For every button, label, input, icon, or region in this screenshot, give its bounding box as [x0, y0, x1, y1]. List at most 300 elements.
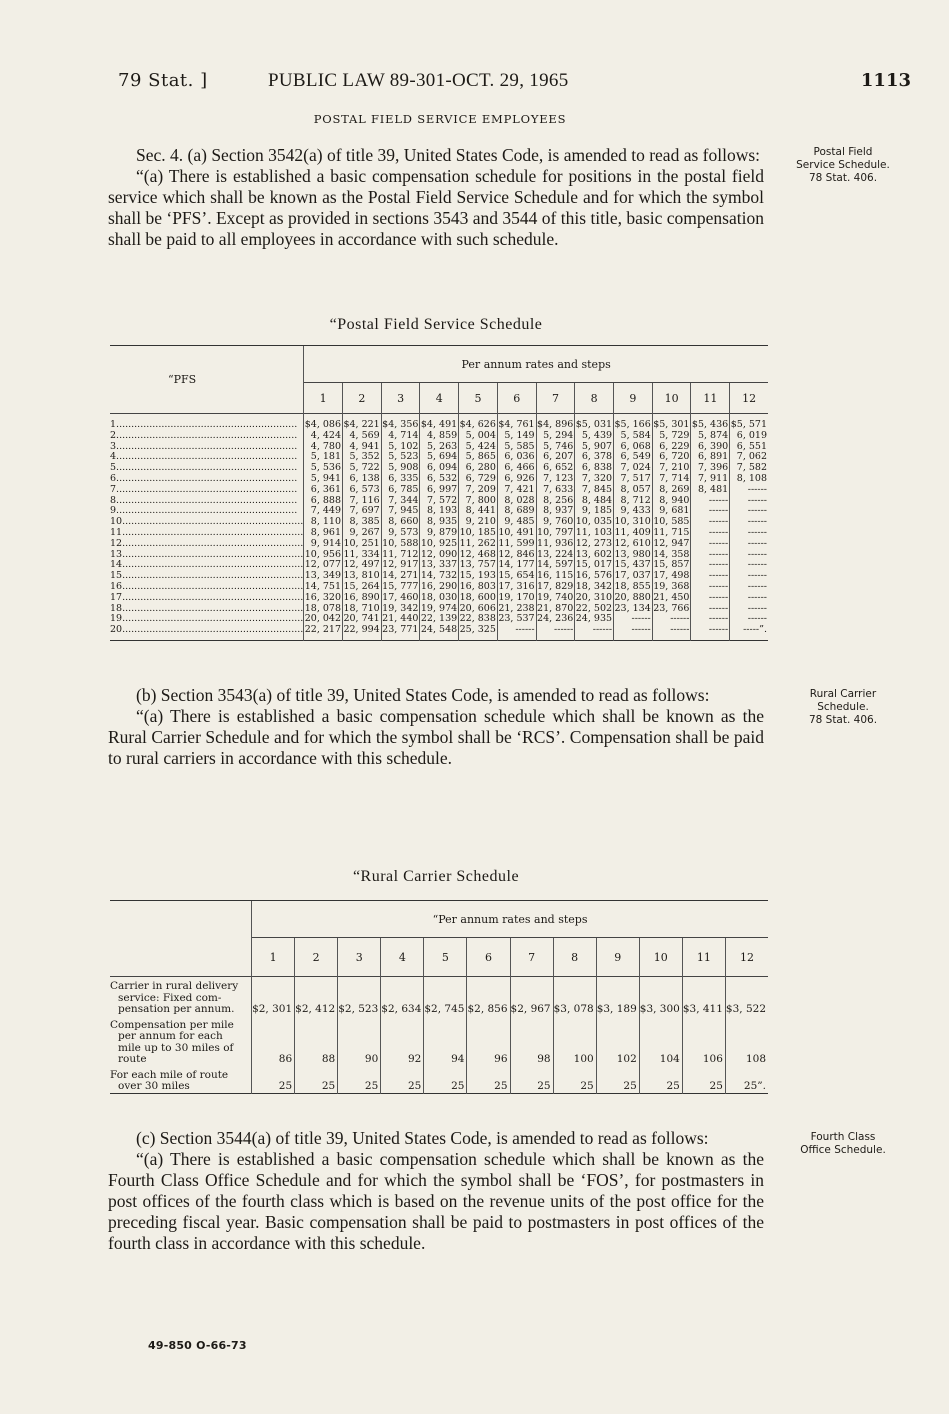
pfs-rate-cell: 6, 335	[381, 474, 420, 485]
rcs-rate-cell: $2, 745	[424, 977, 467, 1016]
pfs-rate-cell: 6, 891	[691, 452, 730, 463]
pfs-rate-cell: 17, 037	[614, 571, 651, 582]
pfs-rate-cell: 10, 251	[343, 538, 380, 549]
pfs-rate-cell: 23, 134	[614, 603, 651, 614]
pfs-row	[110, 463, 768, 474]
pfs-row	[110, 517, 768, 528]
pfs-rate-cell: 6, 229	[652, 442, 691, 453]
pfs-rate-cell: 11, 712	[382, 549, 419, 560]
pfs-rate-cell: 5, 694	[420, 452, 459, 463]
rcs-rate-cell: 100	[553, 1016, 596, 1066]
pfs-rate-cell: 13, 349	[304, 571, 341, 582]
pfs-rate-cell: 10, 925	[420, 538, 458, 549]
rcs-rate-cell: $2, 523	[338, 977, 381, 1016]
pfs-rate-cell: ------	[730, 571, 768, 582]
pfs-rate-cell: 5, 149	[497, 431, 536, 442]
pfs-grade-cell	[110, 625, 304, 636]
pfs-rate-cell: 18, 855	[614, 581, 651, 592]
rcs-step-header: 10	[639, 938, 682, 977]
pfs-rate-cell: ------	[730, 560, 768, 571]
pfs-group-header: Per annum rates and steps	[304, 346, 768, 383]
pfs-rate-cell: 8, 028	[497, 496, 536, 507]
pfs-rate-cell: 7, 572	[420, 496, 459, 507]
pfs-rate-cell: ------	[691, 604, 730, 615]
pfs-rate-cell: ------	[730, 582, 768, 593]
pfs-grade-cell	[110, 420, 304, 431]
pfs-rate-cell: $4, 356	[382, 420, 419, 430]
rcs-label-cell	[110, 977, 252, 1016]
pfs-rate-cell: 16, 320	[304, 592, 341, 603]
pfs-rate-cell: 4, 714	[381, 431, 420, 442]
pfs-rate-cell: 22, 217	[304, 625, 341, 636]
pfs-rate-cell: 9, 485	[497, 517, 536, 528]
pfs-rate-cell: 8, 660	[381, 517, 420, 528]
pfs-rate-cell: 5, 523	[381, 452, 420, 463]
rcs-rate-cell: 25	[510, 1066, 553, 1094]
pfs-rate-cell: 6, 280	[459, 463, 498, 474]
rcs-rate-cell: 102	[596, 1016, 639, 1066]
pfs-rate-cell: 15, 857	[653, 560, 690, 571]
pfs-rate-cell: ------	[691, 571, 730, 582]
pfs-rate-cell: 18, 342	[575, 581, 613, 592]
pfs-rate-cell: 6, 361	[304, 485, 343, 496]
pfs-rate-cell: 11, 334	[343, 549, 380, 560]
pfs-rate-cell: 6, 551	[730, 442, 768, 453]
pfs-rate-cell: 5, 536	[304, 463, 343, 474]
pfs-rate-cell: ------	[497, 625, 536, 636]
pfs-rate-cell: ------	[691, 593, 730, 604]
rcs-rate-cell: 25	[424, 1066, 467, 1094]
rcs-row	[110, 1066, 768, 1094]
pfs-rate-cell: $4, 491	[420, 420, 458, 430]
pfs-rate-cell: 11, 103	[575, 527, 613, 538]
pfs-rate-cell: 5, 424	[459, 442, 498, 453]
pfs-rate-cell: 9, 573	[381, 528, 420, 539]
pfs-rate-cell: ------	[691, 528, 730, 539]
pfs-rate-cell: 15, 437	[614, 560, 651, 571]
pfs-rate-cell: ------	[614, 614, 653, 625]
rcs-row	[110, 1016, 768, 1066]
rcs-rate-cell: 25	[381, 1066, 424, 1094]
pfs-rate-cell: 21, 440	[382, 614, 419, 625]
rcs-step-header: 9	[596, 938, 639, 977]
pfs-grade: 9	[110, 506, 117, 517]
pfs-rate-cell: 7, 209	[459, 485, 498, 496]
rcs-row	[110, 977, 768, 1016]
pfs-grade-cell	[110, 463, 304, 474]
pfs-rate-cell: 13, 810	[343, 571, 380, 582]
pfs-rate-cell: 15, 193	[459, 571, 496, 582]
pfs-rate-cell: 21, 450	[653, 592, 690, 603]
rcs-label-line: over 30 miles	[118, 1080, 190, 1092]
leader-dots: ............................................................	[116, 484, 298, 495]
pfs-rate-cell: 9, 760	[536, 517, 575, 528]
pfs-grade: 1	[110, 420, 117, 430]
pfs-row	[110, 604, 768, 615]
leader-dots: ............................................................	[122, 625, 304, 636]
rcs-label-line: service: Fixed com-	[118, 991, 222, 1004]
pfs-step-header: 6	[497, 383, 536, 414]
pfs-row	[110, 485, 768, 496]
pfs-step-header: 9	[614, 383, 653, 414]
pfs-table	[110, 345, 768, 641]
pfs-rate-cell: $4, 626	[459, 420, 496, 430]
pfs-rate-cell: 8, 484	[575, 496, 614, 507]
pfs-rate-cell: 14, 732	[420, 571, 458, 582]
pfs-grade-cell	[110, 452, 304, 463]
margin-note-rcs	[778, 688, 908, 727]
leader-dots: ............................................................	[116, 463, 298, 474]
margin-note-fos	[778, 1131, 908, 1157]
pfs-grade: 8	[110, 495, 117, 506]
pfs-rate-cell: 15, 264	[343, 581, 380, 592]
pfs-rate-cell: 16, 576	[575, 571, 613, 582]
pfs-row	[110, 560, 768, 571]
pfs-rate-cell: 9, 210	[459, 517, 498, 528]
pfs-rate-cell: 24, 548	[420, 625, 458, 636]
pfs-rate-cell: 22, 139	[420, 614, 458, 625]
pfs-rate-cell: ------	[691, 560, 730, 571]
pfs-rate-cell: 5, 352	[343, 452, 382, 463]
rcs-rate-cell: $2, 856	[467, 977, 510, 1016]
paragraph-sec4c: (c) Section 3544(a) of title 39, United States Code, is amended to read as follows:	[136, 1128, 709, 1148]
pfs-grade: 15	[110, 571, 123, 582]
rcs-step-header: 4	[381, 938, 424, 977]
pfs-rate-cell: 8, 057	[614, 485, 653, 496]
pfs-rate-cell: ------	[575, 625, 614, 636]
pfs-rate-cell: 5, 439	[575, 431, 614, 442]
pfs-rate-cell: 8, 108	[730, 474, 768, 485]
leader-dots: ............................................................	[122, 603, 304, 614]
pfs-rate-cell: 5, 263	[420, 442, 459, 453]
section-title: POSTAL FIELD SERVICE EMPLOYEES	[313, 112, 567, 126]
running-header	[118, 70, 911, 92]
rcs-label-line: route	[118, 1053, 147, 1065]
pfs-rate-cell: 8, 689	[497, 506, 536, 517]
pfs-rate-cell: 5, 181	[304, 452, 343, 463]
pfs-rate-cell: 6, 573	[343, 485, 382, 496]
pfs-rate-cell: 8, 441	[459, 506, 498, 517]
pfs-rate-cell: 10, 956	[304, 549, 341, 560]
margin-note-line: Postal Field	[813, 146, 873, 158]
pfs-rate-cell: ------	[691, 539, 730, 550]
pfs-grade-cell	[110, 582, 304, 593]
pfs-rate-cell: 7, 800	[459, 496, 498, 507]
pfs-rate-cell: 6, 720	[652, 452, 691, 463]
pfs-rate-cell: 16, 115	[537, 571, 574, 582]
pfs-rate-cell: 8, 481	[691, 485, 730, 496]
pfs-row	[110, 571, 768, 582]
pfs-row	[110, 452, 768, 463]
pfs-grade-cell	[110, 604, 304, 615]
pfs-grade-cell	[110, 431, 304, 442]
pfs-rate-cell: 15, 017	[575, 560, 613, 571]
pfs-grade-cell	[110, 474, 304, 485]
rcs-rate-cell: 96	[467, 1016, 510, 1066]
pfs-rate-cell: 19, 170	[498, 592, 535, 603]
pfs-rate-cell: 21, 238	[498, 603, 535, 614]
pfs-rate-cell: 7, 421	[497, 485, 536, 496]
pfs-rate-cell: ------	[730, 485, 768, 496]
pfs-row	[110, 496, 768, 507]
pfs-rate-cell: 6, 207	[536, 452, 575, 463]
pfs-rate-cell: 11, 599	[498, 538, 535, 549]
leader-dots: ............................................................	[116, 420, 298, 430]
rcs-rate-cell: 106	[682, 1016, 725, 1066]
pfs-grade: 16	[110, 581, 123, 592]
pfs-rate-cell: 4, 780	[304, 442, 343, 453]
pfs-rate-cell: 16, 290	[420, 581, 458, 592]
rcs-rate-cell: 25	[639, 1066, 682, 1094]
pfs-rate-cell: 9, 879	[420, 528, 459, 539]
leader-dots: ............................................................	[116, 430, 298, 441]
rcs-rate-cell: 108	[725, 1016, 768, 1066]
leader-dots: ............................................................	[116, 495, 298, 506]
pfs-rate-cell: $4, 221	[343, 420, 380, 430]
pfs-rate-cell: 7, 062	[730, 452, 768, 463]
pfs-rate-cell: -----”.	[730, 625, 768, 636]
pfs-step-header: 3	[381, 383, 420, 414]
pfs-rate-cell: 13, 757	[459, 560, 496, 571]
pfs-row	[110, 506, 768, 517]
pfs-grade: 2	[110, 430, 117, 441]
pfs-rate-cell: 7, 517	[614, 474, 653, 485]
pfs-rate-cell: 5, 585	[497, 442, 536, 453]
rcs-label-cell	[110, 1066, 252, 1094]
pfs-rate-cell: 7, 210	[652, 463, 691, 474]
leader-dots: ............................................................	[122, 538, 304, 549]
rcs-schedule-title: “Rural Carrier Schedule	[352, 868, 520, 885]
pfs-rate-cell: 7, 024	[614, 463, 653, 474]
paragraph-fos: “(a) There is established a basic compensation schedule which shall be known as the Fourth Class Office Schedule and for which the symbol shall be ‘FOS’, for postmasters in post offices of the fourth class which is based on the revenue units of the post office for the preceding fiscal year. Basic compensation shall be paid to postmasters in post offices of the fourth class in accordance with this schedule.	[108, 1149, 764, 1253]
pfs-rate-cell: 12, 917	[382, 560, 419, 571]
pfs-rate-cell: 4, 941	[343, 442, 382, 453]
margin-note-line: Service Schedule.	[796, 159, 890, 171]
pfs-grade-cell	[110, 528, 304, 539]
pfs-grade-cell	[110, 614, 304, 625]
rcs-rate-cell: $3, 078	[553, 977, 596, 1016]
pfs-rate-cell: 20, 741	[343, 614, 380, 625]
pfs-grade: 4	[110, 452, 117, 463]
pfs-grade-cell	[110, 517, 304, 528]
pfs-rate-cell: 22, 502	[575, 603, 613, 614]
pfs-row	[110, 614, 768, 625]
pfs-rate-cell: 11, 715	[653, 527, 690, 538]
pfs-rate-cell: 19, 342	[382, 603, 419, 614]
rcs-step-header: 1	[252, 938, 295, 977]
rcs-rate-cell: 25	[252, 1066, 295, 1094]
pfs-rate-cell: 12, 077	[304, 560, 341, 571]
pfs-rate-cell: 7, 123	[536, 474, 575, 485]
pfs-grade: 13	[110, 549, 123, 560]
pfs-rate-cell: 7, 714	[652, 474, 691, 485]
pfs-rate-cell: ------	[730, 604, 768, 615]
pfs-rate-cell: 17, 829	[537, 581, 574, 592]
leader-dots: ............................................................	[122, 571, 304, 582]
rcs-rate-cell: $2, 967	[510, 977, 553, 1016]
pfs-grade: 11	[110, 527, 123, 538]
pfs-rate-cell: ------	[730, 614, 768, 625]
pfs-rate-cell: ------	[691, 506, 730, 517]
pfs-rate-cell: ------	[730, 506, 768, 517]
pfs-rate-cell: 7, 344	[381, 496, 420, 507]
rcs-step-header: 5	[424, 938, 467, 977]
pfs-rate-cell: ------	[691, 496, 730, 507]
rcs-step-header: 7	[510, 938, 553, 977]
rcs-label-line: Carrier in rural delivery	[110, 980, 239, 992]
rcs-rate-cell: 25	[596, 1066, 639, 1094]
pfs-rate-cell: 7, 945	[381, 506, 420, 517]
pfs-rate-cell: 8, 385	[343, 517, 382, 528]
pfs-rate-cell: 15, 654	[498, 571, 535, 582]
pfs-step-header: 8	[575, 383, 614, 414]
rcs-rate-cell: 86	[252, 1016, 295, 1066]
rcs-table	[110, 900, 768, 1094]
rcs-label-line: mile up to 30 miles of	[118, 1041, 234, 1054]
pfs-rate-cell: $4, 086	[304, 420, 341, 430]
pfs-rate-cell: 12, 497	[343, 560, 380, 571]
pfs-rate-cell: 4, 859	[420, 431, 459, 442]
pfs-row	[110, 550, 768, 561]
pfs-rate-cell: 22, 994	[343, 625, 380, 636]
leader-dots: ............................................................	[122, 549, 304, 560]
pfs-rate-cell: 16, 803	[459, 581, 496, 592]
pfs-rate-cell: 12, 947	[653, 538, 690, 549]
pfs-rate-cell: 19, 368	[653, 581, 690, 592]
pfs-rate-cell: 6, 094	[420, 463, 459, 474]
pfs-rate-cell: 8, 961	[304, 528, 343, 539]
pfs-rate-cell: 11, 409	[614, 527, 651, 538]
pfs-rate-cell: 5, 874	[691, 431, 730, 442]
rcs-step-header: 12	[725, 938, 768, 977]
pfs-rate-cell: ------	[730, 550, 768, 561]
pfs-rate-cell: 7, 396	[691, 463, 730, 474]
pfs-rate-cell: 5, 907	[575, 442, 614, 453]
pfs-rate-cell: ------	[614, 625, 653, 636]
pfs-rate-cell: 12, 468	[459, 549, 496, 560]
rcs-step-header: 3	[338, 938, 381, 977]
pfs-rate-cell: ------	[730, 593, 768, 604]
pfs-rate-cell: 8, 256	[536, 496, 575, 507]
pfs-rate-cell: 11, 262	[459, 538, 496, 549]
margin-note-pfs	[778, 146, 908, 185]
pfs-step-header: 5	[459, 383, 498, 414]
pfs-rate-cell: 4, 424	[304, 431, 343, 442]
pfs-rate-cell: ------	[691, 625, 730, 636]
pfs-rate-cell: 9, 185	[575, 506, 614, 517]
pfs-rate-cell: 17, 316	[498, 581, 535, 592]
margin-note-line: 78 Stat. 406.	[808, 172, 878, 184]
statute-volume: 79 Stat. ]	[118, 70, 208, 91]
margin-note-line: 78 Stat. 406.	[808, 714, 878, 726]
pfs-rate-cell: 6, 729	[459, 474, 498, 485]
pfs-rate-cell: 5, 865	[459, 452, 498, 463]
pfs-rate-cell: 10, 185	[459, 527, 496, 538]
rcs-label-line: per annum for each	[118, 1030, 223, 1042]
pfs-rate-cell: 7, 633	[536, 485, 575, 496]
pfs-rate-cell: 14, 751	[304, 581, 341, 592]
pfs-rate-cell: 24, 236	[537, 614, 574, 625]
pfs-rate-cell: ------	[691, 582, 730, 593]
leader-dots: ............................................................	[116, 452, 298, 463]
pfs-rate-cell: 5, 584	[614, 431, 653, 442]
pfs-rate-cell: 6, 390	[691, 442, 730, 453]
pfs-rate-cell: 7, 697	[343, 506, 382, 517]
margin-note-line: Fourth Class	[810, 1131, 876, 1143]
leader-dots: ............................................................	[122, 592, 304, 603]
pfs-rate-cell: 20, 310	[575, 592, 613, 603]
pfs-rate-cell: 8, 193	[420, 506, 459, 517]
pfs-rate-cell: 17, 498	[653, 571, 690, 582]
pfs-rate-cell: 20, 042	[304, 614, 341, 625]
pfs-rate-cell: 8, 940	[652, 496, 691, 507]
pfs-rate-cell: $4, 896	[537, 420, 574, 430]
margin-note-line: Rural Carrier	[809, 688, 877, 700]
paragraph-sec4c-block	[108, 1128, 764, 1254]
pfs-rate-cell: 6, 549	[614, 452, 653, 463]
rcs-rate-cell: $3, 189	[596, 977, 639, 1016]
rcs-rate-cell: $3, 411	[682, 977, 725, 1016]
pfs-grade: 6	[110, 473, 117, 484]
pfs-rate-cell: 18, 078	[304, 603, 341, 614]
pfs-rate-cell: 12, 610	[614, 538, 651, 549]
pfs-rate-cell: 5, 294	[536, 431, 575, 442]
pfs-rate-cell: 23, 537	[498, 614, 535, 625]
pfs-rate-cell: 5, 746	[536, 442, 575, 453]
pfs-row	[110, 420, 768, 431]
rcs-rate-cell: $3, 300	[639, 977, 682, 1016]
pfs-rate-cell: 23, 766	[653, 603, 690, 614]
pfs-rate-cell: 9, 433	[614, 506, 653, 517]
pfs-rate-cell: 6, 068	[614, 442, 653, 453]
pfs-grade: 20	[110, 625, 123, 636]
pfs-rate-cell: 12, 846	[498, 549, 535, 560]
pfs-rate-cell: 10, 035	[575, 517, 613, 528]
pfs-row	[110, 528, 768, 539]
pfs-rate-cell: 11, 936	[537, 538, 574, 549]
pfs-grade: 12	[110, 538, 123, 549]
rcs-rate-cell: 25	[295, 1066, 338, 1094]
pfs-rate-cell: 5, 941	[304, 474, 343, 485]
pfs-rate-cell: 10, 491	[498, 527, 535, 538]
pfs-rate-cell: 7, 320	[575, 474, 614, 485]
rcs-label-line: pensation per annum.	[118, 1003, 235, 1015]
pfs-rate-cell: 12, 273	[575, 538, 613, 549]
rcs-label-line: Compensation per mile	[110, 1018, 234, 1031]
pfs-rate-cell: 20, 606	[459, 603, 496, 614]
rcs-rate-cell: 94	[424, 1016, 467, 1066]
pfs-rate-cell: 5, 729	[652, 431, 691, 442]
pfs-rate-cell: 7, 911	[691, 474, 730, 485]
rcs-label-cell	[110, 1016, 252, 1066]
pfs-rate-cell: $5, 571	[730, 420, 767, 430]
pfs-rate-cell: 6, 532	[420, 474, 459, 485]
paragraph-rcs: “(a) There is established a basic compensation schedule which shall be known as the Rural Carrier Schedule and for which the symbol shall be ‘RCS’. Compensation shall be paid to rural carriers in accordance with this schedule.	[108, 706, 764, 768]
pfs-rate-cell: 7, 449	[304, 506, 343, 517]
pfs-rate-cell: 16, 890	[343, 592, 380, 603]
pfs-rate-cell: ------	[536, 625, 575, 636]
pfs-schedule-title: “Postal Field Service Schedule	[329, 316, 543, 333]
pfs-grade-cell	[110, 560, 304, 571]
pfs-rate-cell: 8, 712	[614, 496, 653, 507]
pfs-rate-cell: 6, 926	[497, 474, 536, 485]
pfs-rate-cell: ------	[691, 517, 730, 528]
pfs-rate-cell: 8, 935	[420, 517, 459, 528]
pfs-rate-cell: 14, 271	[382, 571, 419, 582]
pfs-step-header: 11	[691, 383, 730, 414]
pfs-row	[110, 582, 768, 593]
paragraph-sec4a-block	[108, 145, 764, 250]
